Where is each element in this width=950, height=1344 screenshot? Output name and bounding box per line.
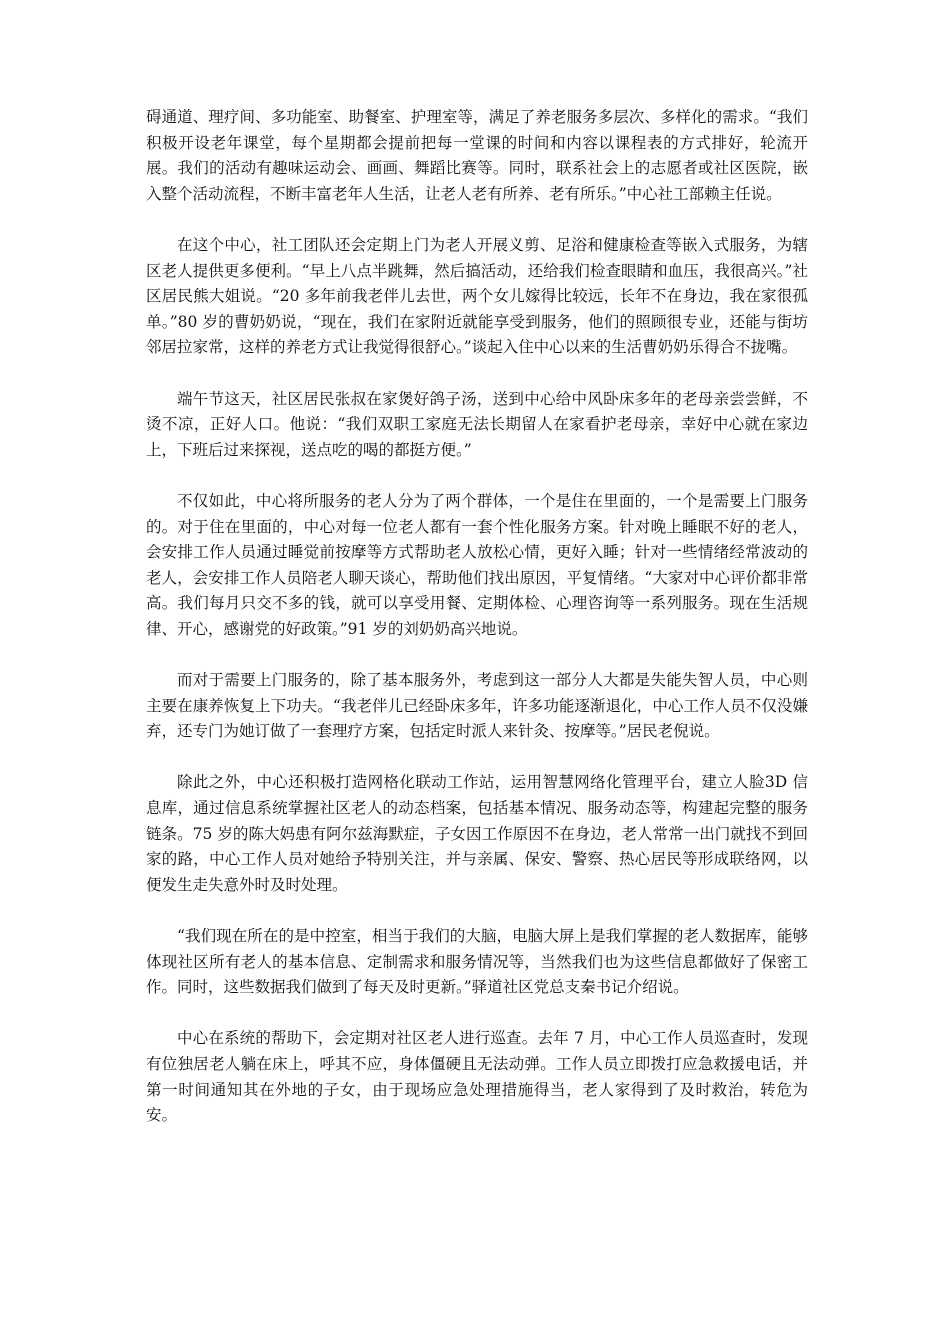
paragraph-7: “我们现在所在的是中控室，相当于我们的大脑，电脑大屏上是我们掌握的老人数据库，能够体现社区所有老人的基本信息、定制需求和服务情况等，当然我们也为这些信息都做好了保密工作。同时，这些数据我们做到了每天及时更新。”驿道社区党总支秦书记介绍说。: [146, 927, 808, 997]
paragraph-2: 在这个中心，社工团队还会定期上门为老人开展义剪、足浴和健康检查等嵌入式服务，为辖区老人提供更多便利。“早上八点半跳舞，然后搞活动，还给我们检查眼睛和血压，我很高兴。”社区居民熊大姐说。“20 多年前我老伴儿去世，两个女儿嫁得比较远，长年不在身边，我在家很孤单。”80 岁的曹奶奶说，“现在，我们在家附近就能享受到服务，他们的照顾很专业，还能与街坊邻居拉家常，这样的养老方式让我觉得很舒心。”谈起入住中心以来的生活曹奶奶乐得合不拢嘴。: [146, 235, 808, 357]
paragraph-1: 碍通道、理疗间、多功能室、助餐室、护理室等，满足了养老服务多层次、多样化的需求。“我们积极开设老年课堂，每个星期都会提前把每一堂课的时间和内容以课程表的方式排好，轮流开展。我们的活动有趣味运动会、画画、舞蹈比赛等。同时，联系社会上的志愿者或社区医院，嵌入整个活动流程，不断丰富老年人生活，让老人老有所养、老有所乐。”中心社工部赖主任说。: [146, 108, 808, 203]
paragraph-8: 中心在系统的帮助下，会定期对社区老人进行巡查。去年 7 月，中心工作人员巡查时，发现有位独居老人躺在床上，呼其不应，身体僵硬且无法动弹。工作人员立即拨打应急救援电话，并第一时间通知其在外地的子女，由于现场应急处理措施得当，老人家得到了及时救治，转危为安。: [146, 1029, 808, 1125]
paragraph-3: 端午节这天，社区居民张叔在家煲好鸽子汤，送到中心给中风卧床多年的老母亲尝尝鲜，不烫不凉，正好人口。他说：“我们双职工家庭无法长期留人在家看护老母亲，幸好中心就在家边上，下班后过来探视，送点吃的喝的都挺方便。”: [146, 389, 808, 459]
paragraph-6: 除此之外，中心还积极打造网格化联动工作站，运用智慧网络化管理平台，建立人脸3D 信息库，通过信息系统掌握社区老人的动态档案，包括基本情况、服务动态等，构建起完整的服务链条。75 岁的陈大妈患有阿尔兹海默症，子女因工作原因不在身边，老人常常一出门就找不到回家的路，中心工作人员对她给予特别关注，并与亲属、保安、警察、热心居民等形成联络网，以便发生走失意外时及时处理。: [146, 773, 808, 894]
paragraph-5: 而对于需要上门服务的，除了基本服务外，考虑到这一部分人大都是失能失智人员，中心则主要在康养恢复上下功夫。“我老伴儿已经卧床多年，许多功能逐渐退化，中心工作人员不仅没嫌弃，还专门为她订做了一套理疗方案，包括定时派人来针灸、按摩等。”居民老倪说。: [146, 671, 808, 741]
document-body: [146, 105, 808, 1154]
paragraph-4: 不仅如此，中心将所服务的老人分为了两个群体，一个是住在里面的，一个是需要上门服务的。对于住在里面的，中心对每一位老人都有一套个性化服务方案。针对晚上睡眠不好的老人，会安排工作人员通过睡觉前按摩等方式帮助老人放松心情，更好入睡；针对一些情绪经常波动的老人，会安排工作人员陪老人聊天谈心，帮助他们找出原因，平复情绪。“大家对中心评价都非常高。我们每月只交不多的钱，就可以享受用餐、定期体检、心理咨询等一系列服务。现在生活规律、开心，感谢党的好政策。”91 岁的刘奶奶高兴地说。: [146, 491, 808, 638]
